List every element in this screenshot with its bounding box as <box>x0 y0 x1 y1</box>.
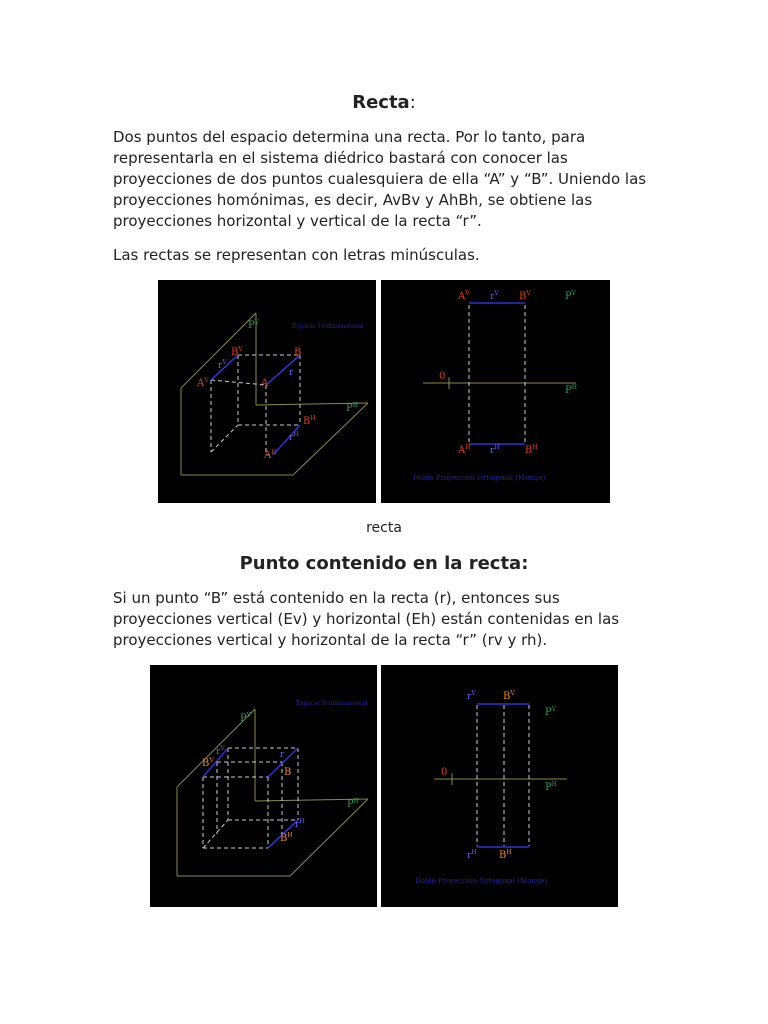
label-r: r <box>289 368 294 378</box>
label-monge-caption: Doble Proyección Ortogonal (Monge) <box>413 474 546 482</box>
label-pv-monge: $P^V$ <box>565 290 577 302</box>
figure2-3d-diagram <box>150 665 377 907</box>
label-espacio: Espacio Tridimensional <box>292 323 364 330</box>
label-espacio-2: Espacio Tridimensional <box>296 700 368 707</box>
label-ph-2: $P^H$ <box>347 798 359 810</box>
label-pv: $P^V$ <box>248 319 260 331</box>
figure2-monge-diagram <box>381 665 618 907</box>
label-ph-monge-2: $P^H$ <box>545 781 557 793</box>
label-zero-monge: 0 <box>439 371 446 382</box>
label-monge-caption-2: Doble Proyección Ortogonal (Monge) <box>415 877 548 885</box>
label-bv-monge-2: $B^V$ <box>503 690 515 702</box>
figure1-caption: recta <box>366 520 402 536</box>
label-bh-monge-2: $B^H$ <box>499 849 512 861</box>
section-title-punto-contenido: Punto contenido en la recta: <box>239 553 529 574</box>
label-ah-monge: $A^H$ <box>458 444 471 456</box>
label-rh-monge: $r^H$ <box>490 444 500 456</box>
label-ah: $A^H$ <box>264 449 277 461</box>
paragraph-recta-definition: Dos puntos del espacio determina una recta. Por lo tanto, para representarla en el sistema diédrico bastará con conocer las proyecciones de dos puntos cualesquiera de ella “A” y “B”. Uniendo las proyecciones homónimas, es decir, AvBv y AhBh, se obtiene las proyecciones horizontal y vertical de la recta “r”. <box>113 128 647 230</box>
label-rv-monge-2: $r^V$ <box>467 690 476 702</box>
label-rv: $r^V$ <box>218 359 227 371</box>
label-rh-2: $r^H$ <box>295 818 305 830</box>
label-av: $A^V$ <box>197 377 209 389</box>
label-zero-monge-2: 0 <box>441 767 448 778</box>
paragraph-minusculas: Las rectas se representan con letras minúsculas. <box>113 246 480 264</box>
label-rv-monge: $r^V$ <box>490 290 499 302</box>
label-bh: $B^H$ <box>303 415 316 427</box>
label-rv-2: $r^V$ <box>216 745 225 757</box>
label-bv-2: $B^V$ <box>202 757 214 769</box>
label-a: A <box>261 378 269 389</box>
figure1-monge-diagram <box>381 280 610 503</box>
label-pv-monge-2: $P^V$ <box>545 706 557 718</box>
label-b-2: B <box>284 767 292 778</box>
label-bv: $B^V$ <box>231 346 243 358</box>
paragraph-punto-contenido: Si un punto “B” está contenido en la recta (r), entonces sus proyecciones vertical (Ev) y horizontal (Eh) están contenidas en las proyecciones vertical y horizontal de la recta “r” (rv y rh). <box>113 589 620 649</box>
label-bv-monge: $B^V$ <box>519 290 531 302</box>
label-bh-2: $B^H$ <box>280 832 293 844</box>
label-av-monge: $A^V$ <box>458 290 470 302</box>
label-rh-monge-2: $r^H$ <box>467 849 477 861</box>
label-rh: $r^H$ <box>289 431 299 443</box>
section-title-recta: Recta: <box>352 92 416 113</box>
label-r-2: r <box>280 750 285 760</box>
figure1-3d-diagram <box>158 280 376 503</box>
label-ph-monge: $P^H$ <box>565 384 577 396</box>
label-pv-2: $P^V$ <box>240 712 252 724</box>
label-ph: $P^H$ <box>346 402 358 414</box>
label-bh-monge: $B^H$ <box>525 444 538 456</box>
label-b: B <box>294 347 302 358</box>
